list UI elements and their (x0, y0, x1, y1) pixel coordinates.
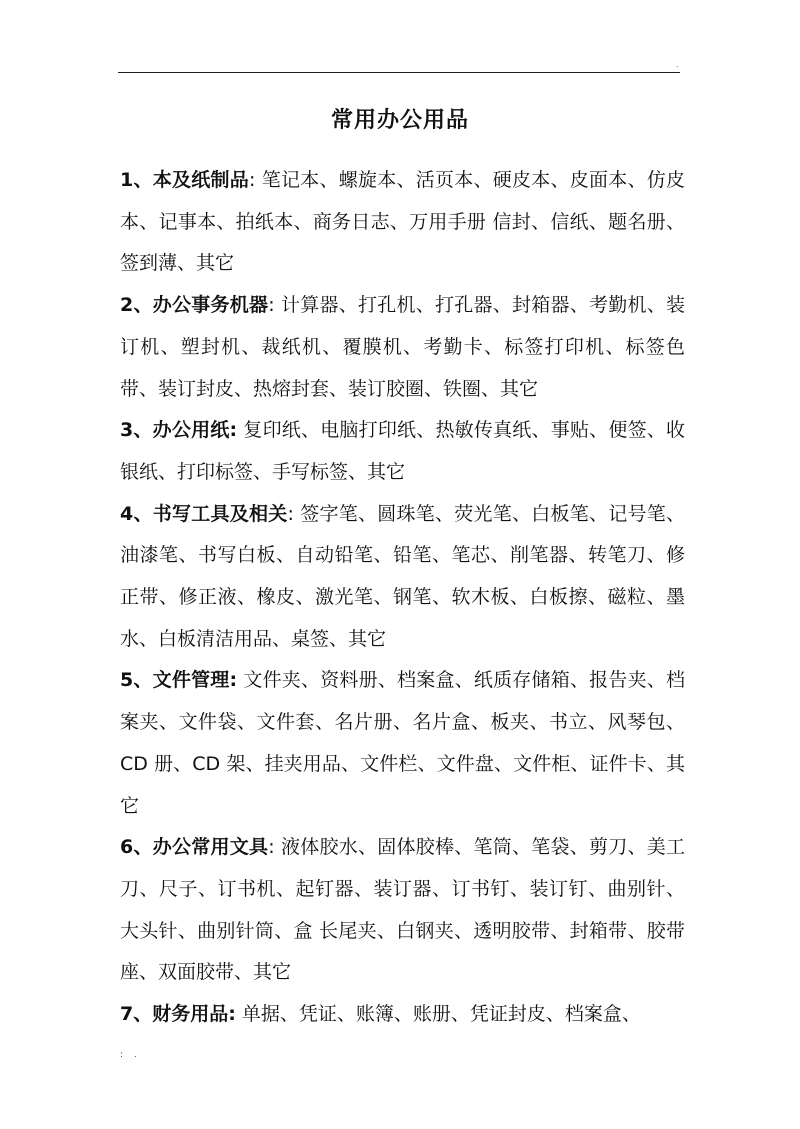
section-separator: : (268, 294, 281, 317)
section-financial-supplies (120, 994, 685, 1036)
section-office-machines (120, 285, 685, 410)
section-file-management (120, 660, 685, 827)
section-writing-tools (120, 494, 685, 661)
section-heading: 1、本及纸制品 (120, 169, 249, 191)
section-office-paper (120, 410, 685, 493)
section-items: 计算器、打孔机、打孔器、封箱器、考勤机、装订机、塑封机、裁纸机、覆膜机、考勤卡、标签打印机、标签色带、装订封皮、热熔封套、装订胶圈、铁圈、其它 (120, 294, 685, 400)
section-items: 单据、凭证、账簿、账册、凭证封皮、档案盒、 (241, 1003, 641, 1026)
document-body (120, 160, 685, 1036)
section-separator: : (248, 169, 262, 191)
section-heading: 7、财务用品: (120, 1003, 236, 1026)
page-title: 常用办公用品 (330, 108, 469, 133)
section-heading: 4、书写工具及相关 (120, 502, 288, 525)
section-separator: : (268, 836, 281, 859)
section-common-stationery (120, 827, 685, 994)
section-items: 复印纸、电脑打印纸、热敏传真纸、事贴、便签、收银纸、打印标签、手写标签、其它 (120, 419, 685, 483)
section-separator: : (287, 502, 301, 525)
header-rule (118, 72, 680, 73)
section-heading: 2、办公事务机器 (120, 294, 269, 317)
section-items: 文件夹、资料册、档案盒、纸质存储箱、报告夹、档案夹、文件袋、文件套、名片册、名片盒、板夹、书立、风琴包、CD 册、CD 架、挂夹用品、文件栏、文件盘、文件柜、证件卡、其它 (120, 669, 685, 817)
section-heading: 5、文件管理: (120, 669, 238, 692)
section-heading: 3、办公用纸: (120, 419, 238, 442)
section-items: 液体胶水、固体胶棒、笔筒、笔袋、剪刀、美工刀、尺子、订书机、起钉器、装订器、订书钉、装订钉、曲别针、大头针、曲别针筒、盒 长尾夹、白钢夹、透明胶带、封箱带、胶带座、双面胶带、其它 (120, 836, 685, 984)
section-items: 笔记本、螺旋本、活页本、硬皮本、皮面本、仿皮本、记事本、拍纸本、商务日志、万用手册 信封、信纸、题名册、签到薄、其它 (120, 169, 685, 275)
footer-mark: : . (120, 1050, 141, 1060)
section-heading: 6、办公常用文具 (120, 836, 269, 859)
corner-mark: . (676, 60, 679, 69)
section-items: 签字笔、圆珠笔、荧光笔、白板笔、记号笔、油漆笔、书写白板、自动铅笔、铅笔、笔芯、削笔器、转笔刀、修正带、修正液、橡皮、激光笔、钢笔、软木板、白板擦、磁粒、墨水、白板清洁用品、桌签、其它 (120, 502, 685, 650)
section-paper-products (120, 160, 685, 285)
